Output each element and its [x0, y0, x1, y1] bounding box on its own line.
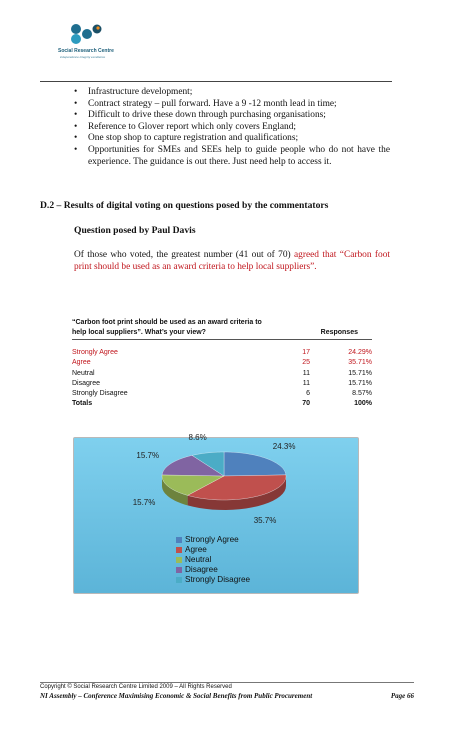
legend-swatch — [176, 537, 182, 543]
legend-item — [176, 535, 250, 545]
row-pct: 15.71% — [348, 379, 372, 387]
table-row — [72, 380, 372, 390]
results-table — [72, 319, 372, 410]
logo-icon — [66, 22, 106, 46]
row-count: 11 — [302, 369, 310, 377]
list-item: • One stop shop to capture registration and qualifications; — [74, 133, 390, 145]
table-totals-row — [72, 400, 372, 410]
pie-data-label: 8.6% — [188, 432, 207, 442]
footer-title-row — [40, 692, 414, 700]
row-label: Neutral — [72, 369, 95, 377]
result-highlight: agreed that “Carbon foot print should be used as an award criteria to help local suppliers”. — [74, 250, 390, 272]
section-heading: D.2 – Results of digital voting on questions posed by the commentators — [40, 200, 329, 211]
legend-label: Agree — [185, 545, 207, 554]
totals-pct: 100% — [354, 400, 372, 408]
row-pct: 15.71% — [348, 369, 372, 377]
legend-item — [176, 555, 250, 565]
list-item: • Opportunities for SMEs and SEEs help to guide people who do not have the experience. The guidance is out there. Just need help to access it. — [74, 145, 390, 168]
pie-data-label: 15.7% — [132, 498, 156, 508]
table-header-rule — [72, 339, 372, 340]
table-body — [72, 349, 372, 400]
pie-chart — [74, 438, 358, 533]
header-rule — [40, 81, 392, 82]
pie-slice — [224, 452, 286, 476]
pie-data-label: 15.7% — [136, 450, 160, 460]
table-row — [72, 349, 372, 359]
pie-data-label: 35.7% — [253, 516, 277, 526]
result-text: Of those who voted, the greatest number (41 out of 70) — [74, 250, 295, 260]
list-item: • Difficult to drive these down through purchasing organisations; — [74, 110, 390, 122]
legend-swatch — [176, 577, 182, 583]
legend-item — [176, 565, 250, 575]
legend-item — [176, 575, 250, 585]
row-count: 17 — [302, 349, 310, 357]
row-count: 6 — [306, 389, 310, 397]
row-label: Agree — [72, 359, 91, 367]
row-count: 25 — [302, 359, 310, 367]
logo-title: Social Research Centre — [58, 48, 114, 54]
responses-header: Responses — [320, 329, 358, 336]
row-count: 11 — [302, 379, 310, 387]
table-row — [72, 359, 372, 369]
table-row — [72, 390, 372, 400]
footer-title: NI Assembly – Conference Maximising Economic & Social Benefits from Public Procurement — [40, 692, 313, 700]
pie-data-label: 24.3% — [272, 442, 296, 452]
table-header-row — [72, 329, 372, 339]
legend-item — [176, 545, 250, 555]
table-row — [72, 370, 372, 380]
row-pct: 8.57% — [352, 389, 372, 397]
legend-label: Neutral — [185, 555, 212, 564]
row-label: Strongly Disagree — [72, 389, 128, 397]
totals-label: Totals — [72, 400, 93, 408]
bullet-list — [74, 87, 390, 168]
legend-swatch — [176, 547, 182, 553]
list-item: • Reference to Glover report which only covers England; — [74, 122, 390, 134]
table-question-line1: “Carbon foot print should be used as an award criteria to — [72, 319, 262, 326]
pie-chart-panel — [73, 432, 359, 594]
footer-copyright: Copyright © Social Research Centre Limited 2009 – All Rights Reserved — [40, 684, 232, 690]
footer-rule — [40, 682, 414, 683]
list-item: • Infrastructure development; — [74, 87, 390, 99]
logo — [58, 22, 138, 66]
result-paragraph — [74, 249, 390, 273]
row-label: Strongly Agree — [72, 349, 118, 357]
page-number: Page 66 — [390, 692, 414, 700]
legend-label: Strongly Disagree — [185, 575, 251, 584]
legend-label: Strongly Agree — [185, 535, 239, 544]
row-label: Disagree — [72, 379, 101, 387]
row-pct: 35.71% — [348, 359, 372, 367]
legend-label: Disagree — [185, 565, 218, 574]
row-pct: 24.29% — [348, 349, 372, 357]
totals-count: 70 — [302, 400, 310, 408]
question-heading: Question posed by Paul Davis — [74, 225, 196, 236]
legend-swatch — [176, 567, 182, 573]
chart-legend — [176, 535, 250, 585]
list-item: • Contract strategy – pull forward. Have a 9 -12 month lead in time; — [74, 99, 390, 111]
logo-tagline: independence integrity excellence — [60, 55, 106, 59]
table-question-line2: help local suppliers”. What’s your view? — [72, 329, 206, 336]
legend-swatch — [176, 557, 182, 563]
